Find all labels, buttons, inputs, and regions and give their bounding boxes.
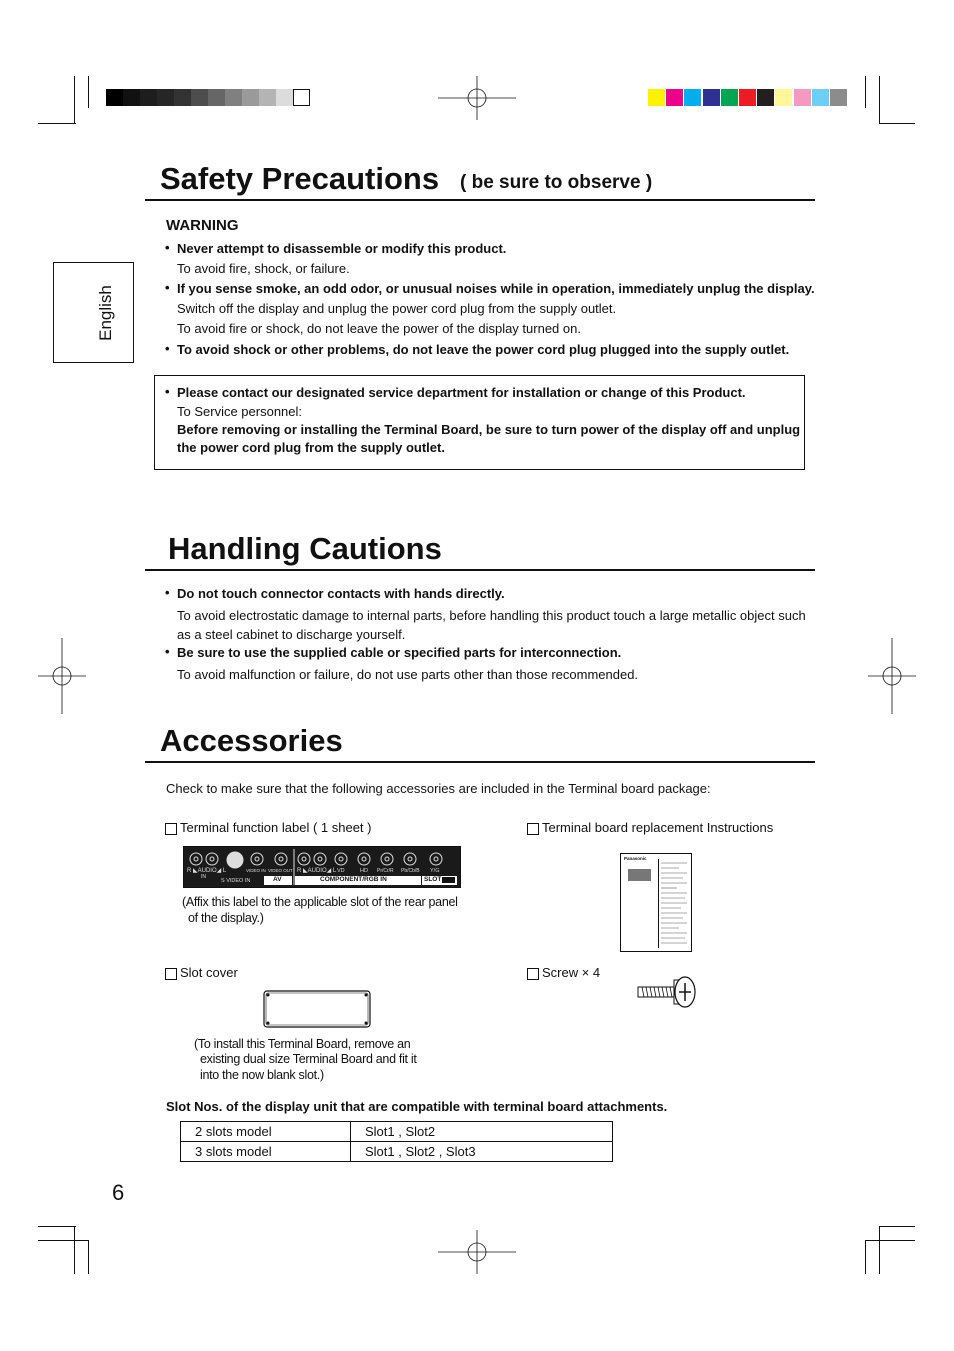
registration-target-bottom — [438, 1230, 516, 1274]
safety-title: Safety Precautions — [160, 161, 440, 196]
color-swatch — [721, 89, 738, 106]
color-swatch — [684, 89, 701, 106]
color-swatch — [794, 89, 811, 106]
label-component: COMPONENT/RGB IN — [320, 876, 387, 883]
warning-item-1-text: To avoid fire, shock, or failure. — [177, 261, 350, 276]
label-hd: HD — [360, 868, 368, 874]
gray-swatch — [293, 89, 310, 106]
checkbox-screw[interactable] — [527, 968, 539, 980]
booklet-image-block — [628, 869, 651, 881]
gray-swatch — [208, 89, 225, 106]
handling-item-2-text: To avoid malfunction or failure, do not use parts other than those recommended. — [177, 667, 639, 682]
gray-swatch — [140, 89, 157, 106]
label-svideo: S VIDEO IN — [221, 878, 251, 884]
gray-swatch — [259, 89, 276, 106]
warning-item-2-text-1: Switch off the display and unplug the power cord plug from the supply outlet. — [177, 301, 617, 316]
page-number: 6 — [112, 1180, 125, 1205]
accessories-intro: Check to make sure that the following accessories are included in the Terminal board package: — [166, 781, 711, 796]
label-slot: SLOT — [424, 876, 442, 883]
table-row — [181, 1122, 613, 1142]
service-notice-bold-2b: the power cord plug from the supply outlet. — [177, 440, 445, 455]
gray-swatch — [225, 89, 242, 106]
bullet: • — [165, 585, 170, 600]
registration-target-top — [438, 76, 516, 120]
cover-note-3: into the now blank slot.) — [200, 1068, 324, 1082]
cover-note-2: existing dual size Terminal Board and fit it — [200, 1052, 417, 1066]
slot-number-box — [442, 877, 455, 883]
warning-item-2-text-2: To avoid fire or shock, do not leave the power of the display turned on. — [177, 321, 581, 336]
label-audio-l: R ◣AUDIO◢ L — [187, 868, 227, 874]
terminal-function-label-image — [183, 846, 461, 888]
accessories-title: Accessories — [160, 723, 343, 758]
compat-heading: Slot Nos. of the display unit that are compatible with terminal board attachments. — [166, 1099, 668, 1114]
color-swatch — [830, 89, 847, 106]
slot-compat-table — [180, 1121, 613, 1162]
gray-swatch — [191, 89, 208, 106]
booklet-text-column — [658, 859, 690, 948]
language-side-tab — [53, 262, 134, 363]
gray-swatch — [276, 89, 293, 106]
accessory-slot-cover: Slot cover — [180, 965, 238, 980]
table-cell: Slot1 , Slot2 — [351, 1122, 613, 1142]
safety-rule — [145, 199, 815, 201]
label-yg: Y/G — [430, 868, 440, 874]
color-swatch — [775, 89, 792, 106]
booklet-text-lines — [659, 859, 690, 948]
accessories-rule — [145, 761, 815, 763]
accessory-terminal-label: Terminal function label ( 1 sheet ) — [180, 820, 372, 835]
color-swatch — [812, 89, 829, 106]
color-swatch — [666, 89, 683, 106]
handling-item-1-text-1: To avoid electrostatic damage to internal parts, before handling this product touch a large metallic object such — [177, 608, 806, 623]
checkbox-instructions[interactable] — [527, 823, 539, 835]
color-swatch — [757, 89, 774, 106]
handling-item-2: Be sure to use the supplied cable or specified parts for interconnection. — [177, 645, 622, 660]
color-swatch — [703, 89, 720, 106]
accessory-instructions: Terminal board replacement Instructions — [542, 820, 774, 835]
safety-subtitle: ( be sure to observe ) — [460, 172, 653, 193]
handling-title: Handling Cautions — [168, 531, 442, 566]
warning-heading: WARNING — [166, 217, 239, 234]
label-video-out: VIDEO OUT — [268, 868, 293, 873]
label-note-2: of the display.) — [188, 911, 264, 925]
bullet: • — [165, 280, 170, 295]
checkbox-label[interactable] — [165, 823, 177, 835]
service-notice-bold: Please contact our designated service department for installation or change of this Product. — [177, 385, 746, 400]
instructions-booklet-image — [620, 853, 692, 952]
side-tab-label: English — [96, 285, 115, 341]
color-swatch — [648, 89, 665, 106]
service-notice-bold-2a: Before removing or installing the Terminal Board, be sure to turn power of the display off and unplug — [177, 422, 801, 437]
label-vd: VD — [337, 868, 345, 874]
accessory-screw: Screw × 4 — [542, 965, 601, 980]
table-row — [181, 1142, 613, 1162]
gray-swatch — [157, 89, 174, 106]
registration-target-right — [868, 638, 916, 714]
bullet: • — [165, 341, 170, 356]
bullet: • — [165, 644, 170, 659]
table-cell: Slot1 , Slot2 , Slot3 — [351, 1142, 613, 1162]
label-pb: Pb/Cb/B — [401, 868, 420, 874]
booklet-brand: Panasonic — [624, 856, 647, 861]
label-audio-2: R ◣AUDIO◢ L — [297, 868, 337, 874]
slot-cover-image — [263, 990, 371, 1028]
registration-target-left — [38, 638, 86, 714]
bullet: • — [165, 384, 170, 399]
warning-item-1: Never attempt to disassemble or modify this product. — [177, 241, 507, 256]
label-note-1: (Affix this label to the applicable slot of the rear panel — [182, 895, 458, 909]
label-video-in: VIDEO IN — [246, 868, 266, 873]
label-in: IN — [201, 874, 206, 880]
color-swatch — [739, 89, 756, 106]
gray-swatch — [106, 89, 123, 106]
table-cell: 2 slots model — [181, 1122, 351, 1142]
warning-item-2: If you sense smoke, an odd odor, or unusual noises while in operation, immediately unplug the display. — [177, 281, 815, 296]
warning-item-3: To avoid shock or other problems, do not leave the power cord plug plugged into the supply outlet. — [177, 342, 790, 357]
gray-swatch — [123, 89, 140, 106]
gray-swatch — [242, 89, 259, 106]
gray-swatch — [174, 89, 191, 106]
handling-rule — [145, 569, 815, 571]
cover-note-1: (To install this Terminal Board, remove an — [194, 1037, 411, 1051]
label-pr: Pr/Cr/R — [377, 868, 394, 874]
handling-item-1: Do not touch connector contacts with hands directly. — [177, 586, 505, 601]
label-av: AV — [273, 876, 282, 883]
bullet: • — [165, 240, 170, 255]
table-cell: 3 slots model — [181, 1142, 351, 1162]
handling-item-1-text-2: as a steel cabinet to discharge yourself. — [177, 627, 406, 642]
service-notice-line: To Service personnel: — [177, 404, 303, 419]
screw-icon — [636, 974, 698, 1010]
checkbox-slot-cover[interactable] — [165, 968, 177, 980]
